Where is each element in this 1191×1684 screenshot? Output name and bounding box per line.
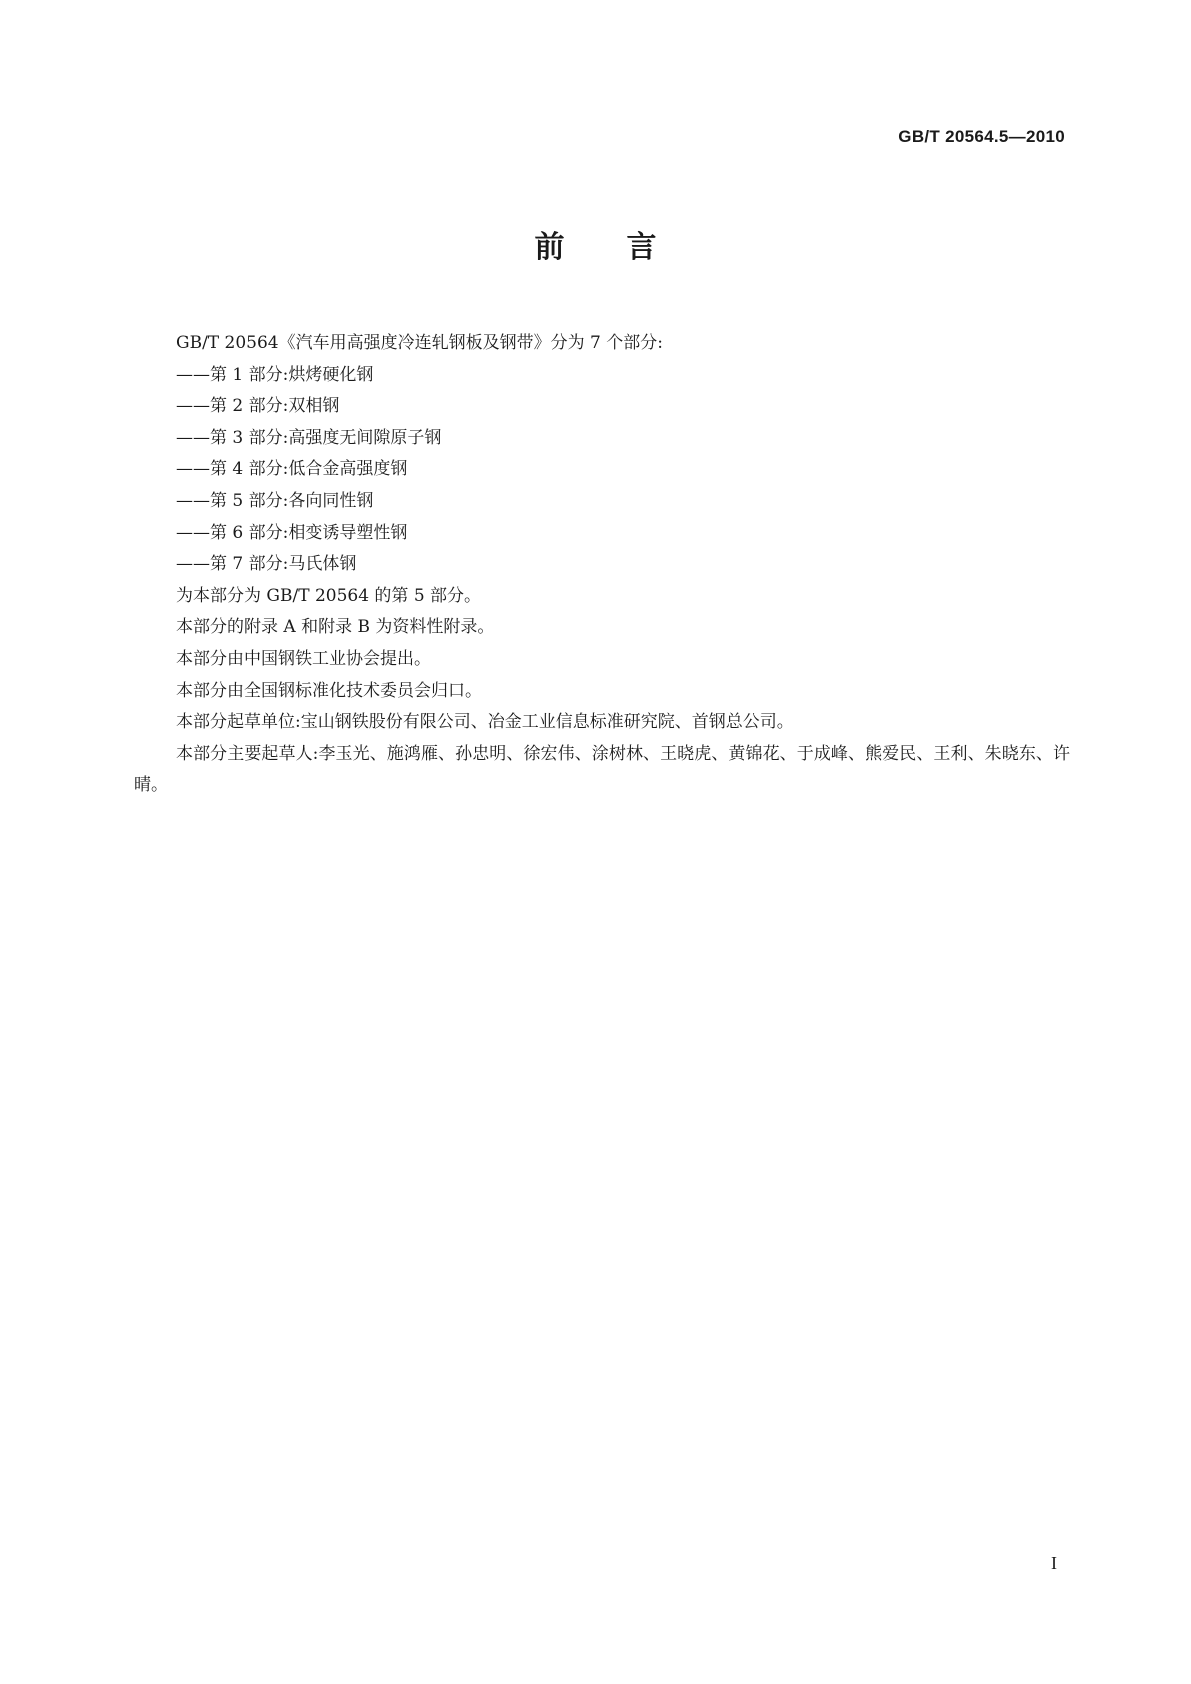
document-body <box>134 328 1070 802</box>
page-number: I <box>1051 1553 1057 1573</box>
paragraph-committee: 本部分由全国钢标准化技术委员会归口。 <box>176 680 482 701</box>
list-item-part-7: ——第 7 部分:马氏体钢 <box>176 554 357 575</box>
list-item-part-5: ——第 5 部分:各向同性钢 <box>176 490 374 511</box>
paragraph-proposer: 本部分由中国钢铁工业协会提出。 <box>176 648 431 669</box>
list-item-part-4: ——第 4 部分:低合金高强度钢 <box>176 459 408 480</box>
standard-code: GB/T 20564.5—2010 <box>898 127 1065 146</box>
list-item-part-1: ——第 1 部分:烘烤硬化钢 <box>176 364 374 385</box>
list-item-part-2: ——第 2 部分:双相钢 <box>176 396 340 417</box>
paragraph-intro: GB/T 20564《汽车用高强度冷连轧钢板及钢带》分为 7 个部分: <box>176 333 663 353</box>
list-item-part-3: ——第 3 部分:高强度无间隙原子钢 <box>176 427 442 448</box>
page-title: 前言 <box>534 230 719 265</box>
paragraph-drafting-units: 本部分起草单位:宝山钢铁股份有限公司、冶金工业信息标准研究院、首钢总公司。 <box>176 712 794 733</box>
paragraph-drafters: 本部分主要起草人:李玉光、施鸿雁、孙忠明、徐宏伟、涂树林、王晓虎、黄锦花、于成峰、熊爱民、王利、朱晓东、许晴。 <box>134 743 1070 796</box>
paragraph-part-statement: 为本部分为 GB/T 20564 的第 5 部分。 <box>176 585 482 606</box>
list-item-part-6: ——第 6 部分:相变诱导塑性钢 <box>176 522 408 543</box>
paragraph-annex: 本部分的附录 A 和附录 B 为资料性附录。 <box>176 617 495 638</box>
